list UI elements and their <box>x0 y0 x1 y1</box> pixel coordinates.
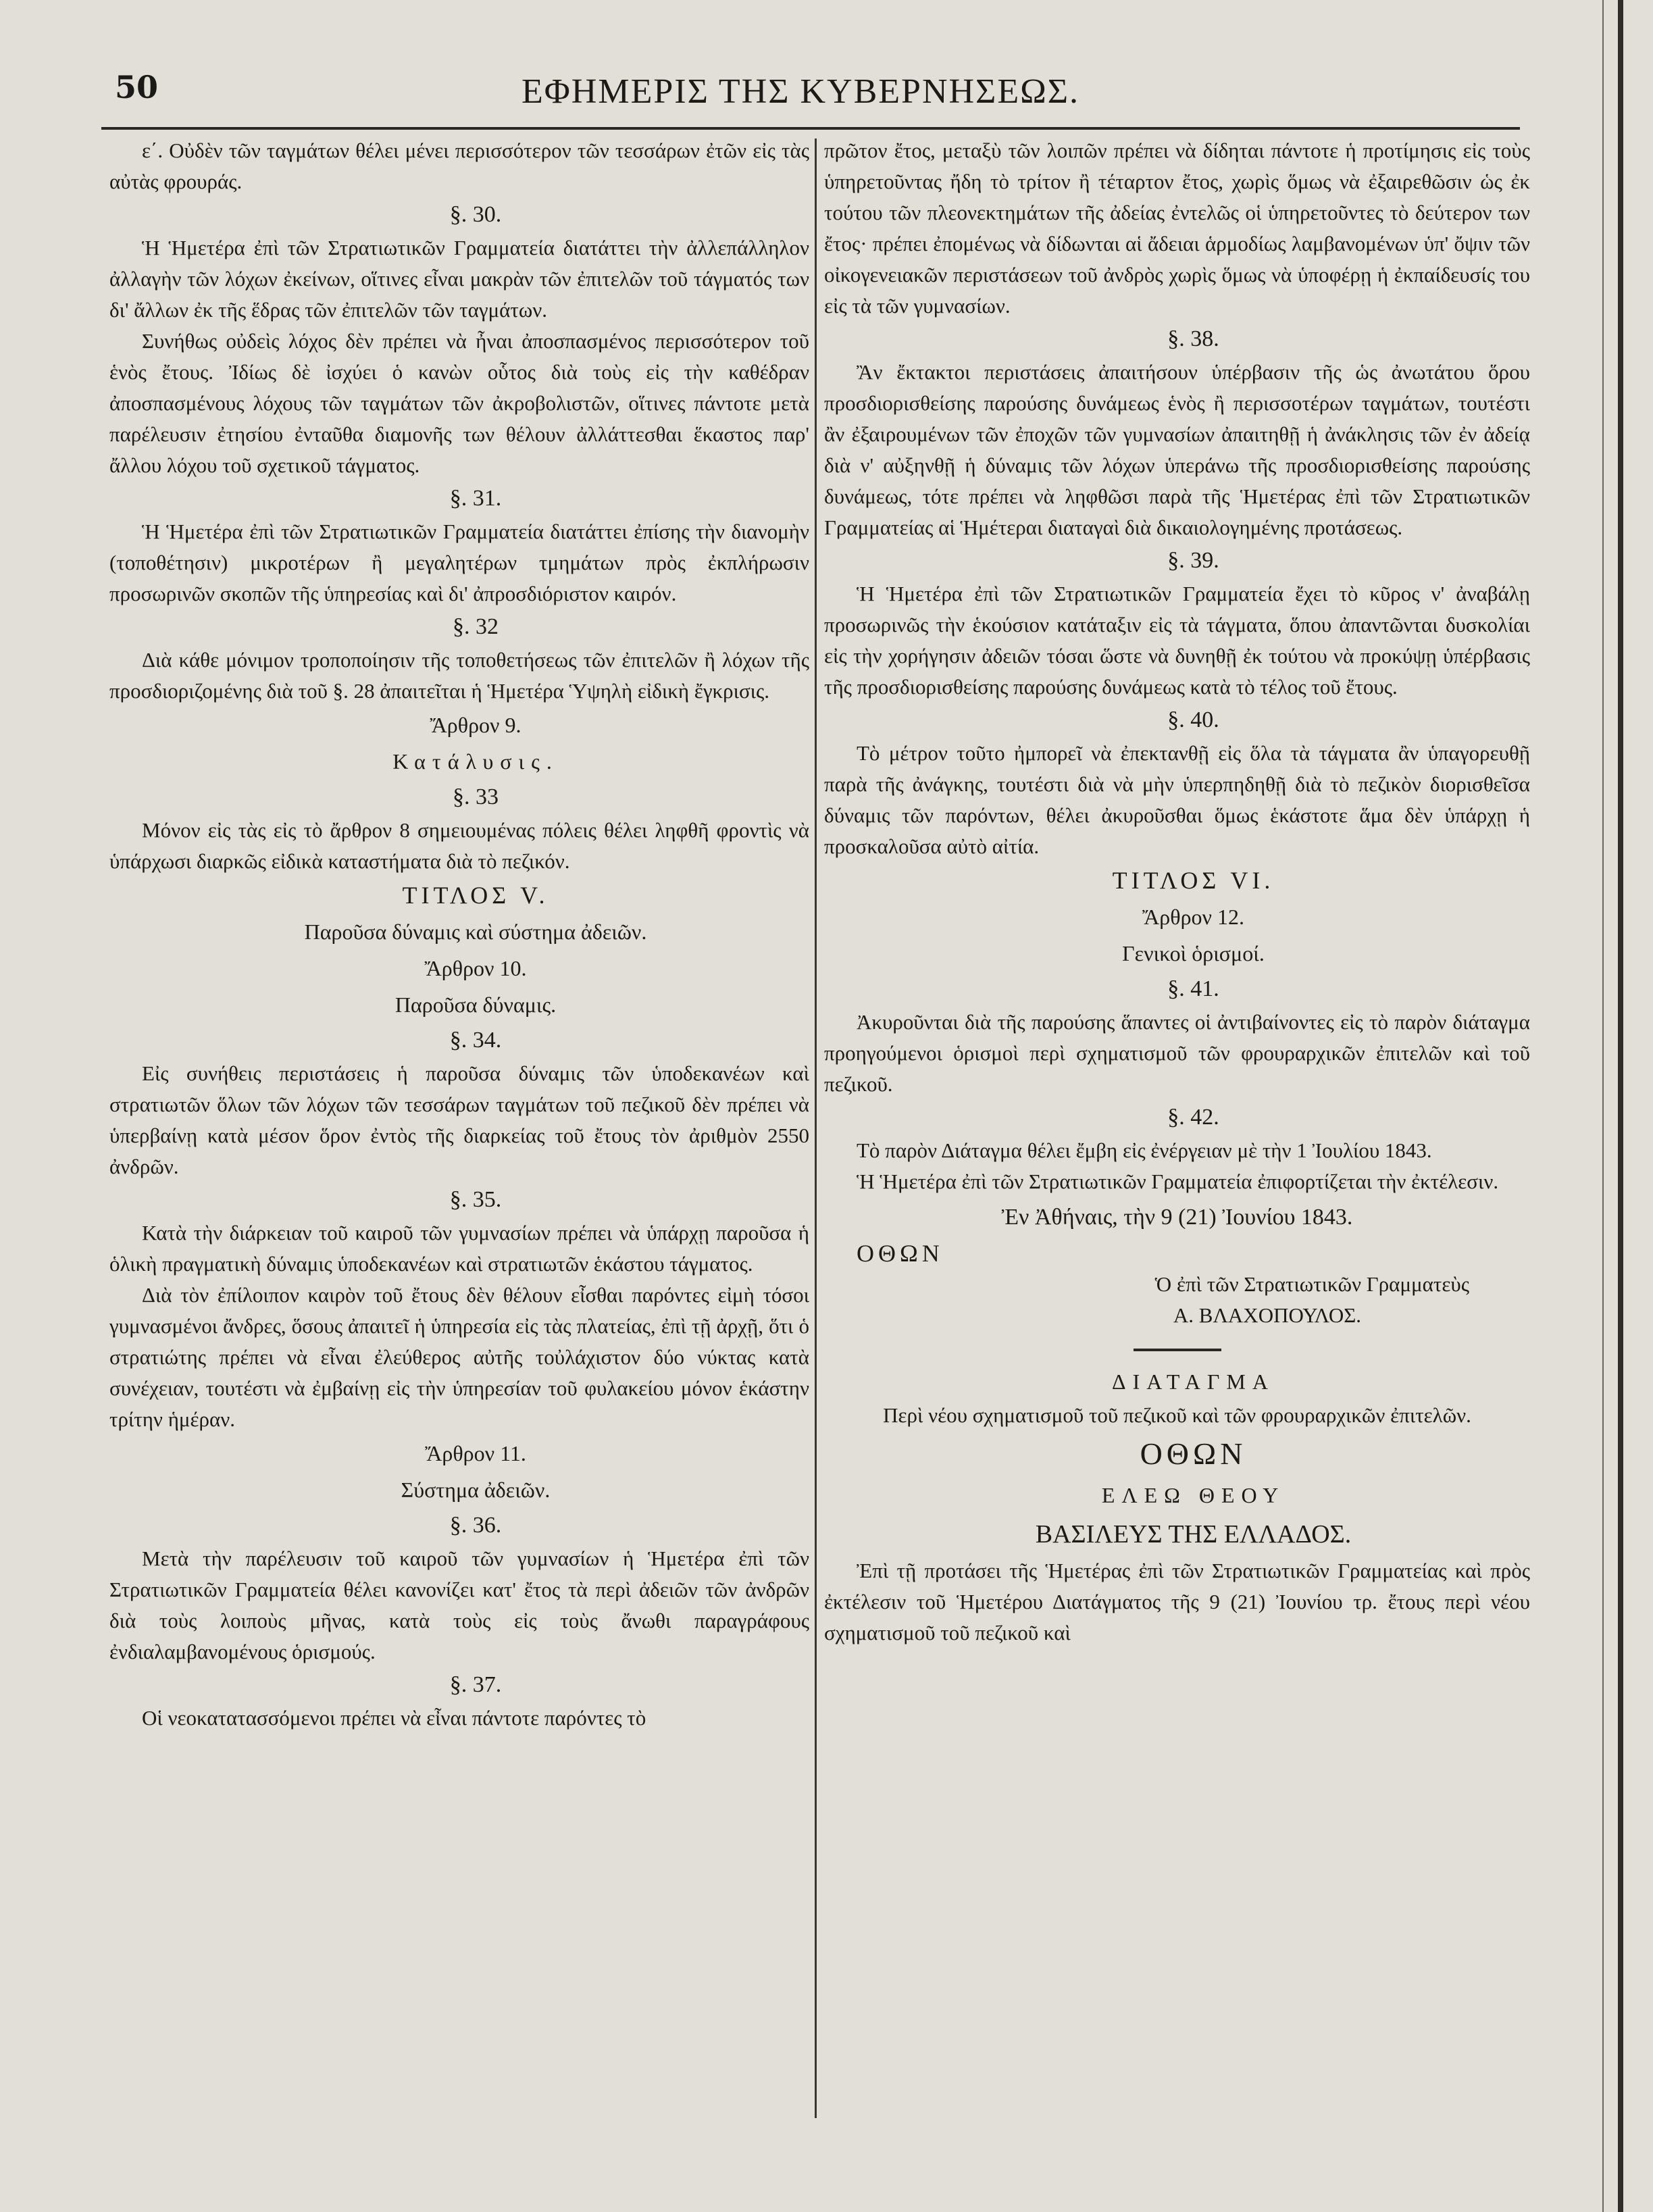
section-number: §. 33 <box>453 784 499 809</box>
section-number: §. 40. <box>1167 707 1219 732</box>
paragraph: Διὰ κάθε μόνιμον τροποποίησιν τῆς τοποθετήσεως τῶν ἐπιτελῶν ἢ λόχων τῆς προσδιοριζομένης διὰ τοῦ §. 28 ἀπαιτεῖται ἡ Ἡμετέρα Ὑψηλὴ εἰδικὴ ἔγκρισις. <box>109 648 809 703</box>
paragraph: Μόνον εἰς τὰς εἰς τὸ ἄρθρον 8 σημειουμένας πόλεις θέλει ληφθῆ φροντὶς νὰ ὑπάρχωσι διαρκῶς εἰδικὰ καταστήματα διὰ τὸ πεζικόν. <box>109 818 809 873</box>
column-divider <box>815 139 817 2118</box>
paragraph: πρῶτον ἔτος, μεταξὺ τῶν λοιπῶν πρέπει νὰ δίδηται πάντοτε ἡ προτίμησις εἰς τοὺς ὑπηρετοῦντας ἤδη τὸ τρίτον ἢ τέταρτον ἔτος, χωρὶς ὅμως νὰ ἐξαιρεθῶσιν ὡς ἐκ τούτου τῶν πλεονεκτημάτων τῆς ἀδείας ἐντελῶς οἱ ὑπηρετοῦντες τὸ δεύτερον των ἔτος· πρέπει ἐπομένως νὰ δίδωνται αἱ ἄδειαι ἁρμοδίως λαμβανομένων ὑπ' ὄψιν τῶν οἰκογενειακῶν περιστάσεων τοῦ ἀνδρὸς χωρὶς ὅμως νὰ ὑποφέρῃ ἡ ἐκπαίδευσίς του εἰς τὰ τῶν γυμνασίων. <box>824 139 1530 318</box>
section-number: §. 42. <box>1167 1105 1219 1130</box>
eleo-theou: ΕΛΕΩ ΘΕΟΥ <box>1101 1483 1286 1507</box>
article-heading: Ἄρθρον 12. <box>1142 905 1245 929</box>
paragraph: Ἡ Ἡμετέρα ἐπὶ τῶν Στρατιωτικῶν Γραμματεία διατάττει ἐπίσης τὴν διανομὴν (τοποθέτησιν) μικροτέρων ἢ μεγαλητέρων τμημάτων πρὸς ἐκπλήρωσιν προσωρινῶν σκοπῶν τῆς ὑπηρεσίας καὶ δι' ἀπροσδιόριστον καιρόν. <box>109 520 809 605</box>
paragraph: Ἡ Ἡμετέρα ἐπὶ τῶν Στρατιωτικῶν Γραμματεία ἐπιφορτίζεται τὴν ἐκτέλεσιν. <box>857 1170 1499 1193</box>
paragraph: Ἡ Ἡμετέρα ἐπὶ τῶν Στρατιωτικῶν Γραμματεία διατάττει τὴν ἀλλεπάλληλον ἀλλαγὴν τῶν λόχων ἐκείνων, οἵτινες εἶναι μακρὰν τῶν ἐπιτελῶν τοῦ τάγματός των δι' ἄλλων ἐκ τῆς ἕδρας τῶν ἐπιτελῶν τῶν ταγμάτων. <box>109 236 809 322</box>
king-name: ΟΘΩΝ <box>1140 1436 1247 1471</box>
decree-subtitle: Περὶ νέου σχηματισμοῦ τοῦ πεζικοῦ καὶ τῶν φρουραρχικῶν ἐπιτελῶν. <box>883 1403 1471 1427</box>
article-subheading: Γενικοὶ ὁρισμοί. <box>1122 941 1265 965</box>
paragraph: Ἀκυροῦνται διὰ τῆς παρούσης ἅπαντες οἱ ἀντιβαίνοντες εἰς τὸ παρὸν διάταγμα προηγούμενοι ὁρισμοὶ περὶ σχηματισμοῦ τῶν φρουραρχικῶν ἐπιτελῶν καὶ τοῦ πεζικοῦ. <box>824 1010 1530 1096</box>
paragraph: Συνήθως οὐδεὶς λόχος δὲν πρέπει νὰ ἦναι ἀποσπασμένος περισσότερον τοῦ ἑνὸς ἔτους. Ἰδίως δὲ ἰσχύει ὁ κανὼν οὗτος διὰ τοὺς εἰς τὴν καθέδραν ἀποσπασμένους λόχους τῶν ταγμάτων τῶν ἀκροβολιστῶν, οἵτινες πάντοτε μετὰ παρέλευσιν ἐτησίου ἐνταῦθα διαμονῆς των θέλουν ἀλλάττεσθαι ἕκαστος παρ' ἄλλου λόχου τοῦ σχετικοῦ τάγματος. <box>109 329 809 477</box>
signature-role: Ὁ ἐπὶ τῶν Στρατιωτικῶν Γραμματεὺς <box>1154 1272 1469 1296</box>
signature-king: ΟΘΩΝ <box>857 1240 944 1267</box>
signature-minister: Α. ΒΛΑΧΟΠΟΥΛΟΣ. <box>1173 1303 1361 1327</box>
article-heading: Ἄρθρον 10. <box>424 956 527 980</box>
left-column <box>109 135 809 2128</box>
section-number: §. 32 <box>453 614 499 639</box>
article-heading: Ἄρθρον 11. <box>425 1441 526 1465</box>
article-subheading: Κατάλυσις. <box>392 749 559 774</box>
section-separator <box>1134 1349 1221 1351</box>
section-number: §. 37. <box>449 1672 502 1697</box>
section-number: §. 41. <box>1167 976 1219 1001</box>
section-number: §. 39. <box>1167 548 1219 573</box>
paragraph: Μετὰ τὴν παρέλευσιν τοῦ καιροῦ τῶν γυμνασίων ἡ Ἡμετέρα ἐπὶ τῶν Στρατιωτικῶν Γραμματεία θέλει κανονίζει κατ' ἔτος τὰ περὶ ἀδειῶν τῶν ἀνδρῶν διὰ τοὺς λοιποὺς μῆνας, κατὰ τοὺς εἰς τοὺς ἄνωθι παραγράφους ἐνδιαλαμβανομένους ὁρισμούς. <box>109 1547 809 1663</box>
section-number: §. 35. <box>449 1187 502 1212</box>
paragraph: Διὰ τὸν ἐπίλοιπον καιρὸν τοῦ ἔτους δὲν θέλουν εἶσθαι παρόντες εἰμὴ τόσοι γυμνασμένοι ἄνδρες, ὅσους ἀπαιτεῖ ἡ ὑπηρεσία εἰς τὰς πλατείας, ἐπὶ τῇ ἀρχῇ, ὅτι ὁ στρατιώτης πρέπει νὰ εἶναι ἐλεύθερος αὐτῆς τοὐλάχιστον δύο νύκτας κατὰ συνέχειαν, τουτέστι νὰ ἐμβαίνῃ εἰς τὴν ὑπηρεσίαν τοῦ φυλακείου μόνον ἑκάστην τρίτην ἡμέραν. <box>109 1283 809 1431</box>
paragraph: Οἱ νεοκατατασσόμενοι πρέπει νὰ εἶναι πάντοτε παρόντες τὸ <box>142 1706 646 1730</box>
paragraph: Τὸ παρὸν Διάταγμα θέλει ἔμβη εἰς ἐνέργειαν μὲ τὴν 1 Ἰουλίου 1843. <box>857 1138 1432 1162</box>
section-number: §. 34. <box>449 1028 502 1053</box>
section-number: §. 38. <box>1167 326 1219 351</box>
paragraph: Ἐπὶ τῇ προτάσει τῆς Ἡμετέρας ἐπὶ τῶν Στρατιωτικῶν Γραμματείας καὶ πρὸς ἐκτέλεσιν τοῦ Ἡμετέρου Διατάγματος τῆς 9 (21) Ἰουνίου τρ. ἔτους περὶ νέου σχηματισμοῦ τοῦ πεζικοῦ καὶ <box>824 1559 1530 1644</box>
paragraph: Ἂν ἔκτακτοι περιστάσεις ἀπαιτήσουν ὑπέρβασιν τῆς ὡς ἀνωτάτου ὅρου προσδιορισθείσης παρούσης δυνάμεως ἑνὸς ἢ περισσοτέρων ταγμάτων, τουτέστι ἂν ἐξαιρουμένων τῶν ἐποχῶν τῶν γυμνασίων ἀπαιτηθῇ ἡ ἀνάκλησις τῶν ἐν ἀδείᾳ διὰ ν' αὐξηνθῇ ἡ δύναμις τῶν λόχων ὑπεράνω τῆς προσδιορισθείσης παρούσης δυνάμεως, τότε πρέπει νὰ ληφθῶσι παρὰ τῆς Ἡμετέρας ἐπὶ τῶν Στρατιωτικῶν Γραμματείας αἱ Ἡμέτεραι διαταγαὶ διὰ δικαιολογημένης προτάσεως. <box>824 360 1530 539</box>
paragraph: ε΄. Οὐδὲν τῶν ταγμάτων θέλει μένει περισσότερον τῶν τεσσάρων ἐτῶν εἰς τὰς αὐτὰς φρουράς. <box>109 139 809 193</box>
king-title: ΒΑΣΙΛΕΥΣ ΤΗΣ ΕΛΛΑΔΟΣ. <box>1035 1520 1352 1549</box>
page-number: 50 <box>115 69 159 105</box>
section-number: §. 31. <box>449 486 502 511</box>
article-subheading: Παροῦσα δύναμις. <box>395 992 557 1017</box>
date-line: Ἐν Ἀθήναις, τὴν 9 (21) Ἰουνίου 1843. <box>1001 1205 1353 1230</box>
section-number: §. 36. <box>449 1513 502 1538</box>
article-heading: Ἄρθρον 9. <box>430 713 522 737</box>
title-heading: ΤΙΤΛΟΣ V. <box>402 882 549 909</box>
paragraph: Τὸ μέτρον τοῦτο ἠμπορεῖ νὰ ἐπεκτανθῇ εἰς ὅλα τὰ τάγματα ἂν ὑπαγορευθῇ παρὰ τῆς ἀνάγκης, τουτέστι διὰ νὰ μὴν ὑπερπηδηθῇ διὰ τὸ πεζικὸν διορισθεῖσα δύναμις τῶν παρόντων, θέλει ἀκυροῦσθαι ὅμως ἑκάστοτε ἅμα δὲν ὑπάρχῃ ἡ προσκαλοῦσα αὐτὸ αἰτία. <box>824 741 1530 858</box>
paragraph: Εἰς συνήθεις περιστάσεις ἡ παροῦσα δύναμις τῶν ὑποδεκανέων καὶ στρατιωτῶν ὅλων τῶν λόχων τῶν τεσσάρων ταγμάτων τοῦ πεζικοῦ δὲν πρέπει νὰ ὑπερβαίνῃ κατὰ μέσον ὅρον ἐντὸς τῆς διαρκείας τοῦ ἔτους τὸν ἀριθμὸν 2550 ἀνδρῶν. <box>109 1061 809 1178</box>
title-heading: ΤΙΤΛΟΣ VI. <box>1112 867 1275 894</box>
binding-edge <box>1618 0 1623 2212</box>
right-column <box>824 135 1530 2128</box>
paragraph: Ἡ Ἡμετέρα ἐπὶ τῶν Στρατιωτικῶν Γραμματεία ἔχει τὸ κῦρος ν' ἀναβάλῃ προσωρινῶς τὴν ἑκούσιον κατάταξιν εἰς τὰ τάγματα, ὅπου ἀπαντῶνται δυσκολίαι εἰς τὴν χορήγησιν ἀδειῶν τόσαι ὥστε νὰ δυνηθῇ ἐκ τούτου νὰ προκύψῃ ὑπέρβασις τῆς προσδιορισθείσης παρούσης δυνάμεως κατὰ τὸ τέλος τοῦ ἔτους. <box>824 582 1530 699</box>
section-number: §. 30. <box>449 202 502 227</box>
paragraph: Κατὰ τὴν διάρκειαν τοῦ καιροῦ τῶν γυμνασίων πρέπει νὰ ὑπάρχῃ παροῦσα ἡ ὁλικὴ πραγματικὴ δύναμις ὑποδεκανέων καὶ στρατιωτῶν ἑκάστου τάγματος. <box>109 1221 809 1276</box>
binding-line <box>1602 0 1604 2212</box>
decree-title: ΔΙΑΤΑΓΜΑ <box>1112 1369 1275 1394</box>
title-subheading: Παροῦσα δύναμις καὶ σύστημα ἀδειῶν. <box>304 920 647 944</box>
page-header <box>101 65 1500 132</box>
running-title: ΕΦΗΜΕΡΙΣ ΤΗΣ ΚΥΒΕΡΝΗΣΕΩΣ. <box>522 72 1079 111</box>
article-subheading: Σύστημα ἀδειῶν. <box>401 1478 551 1502</box>
header-rule <box>101 127 1520 130</box>
